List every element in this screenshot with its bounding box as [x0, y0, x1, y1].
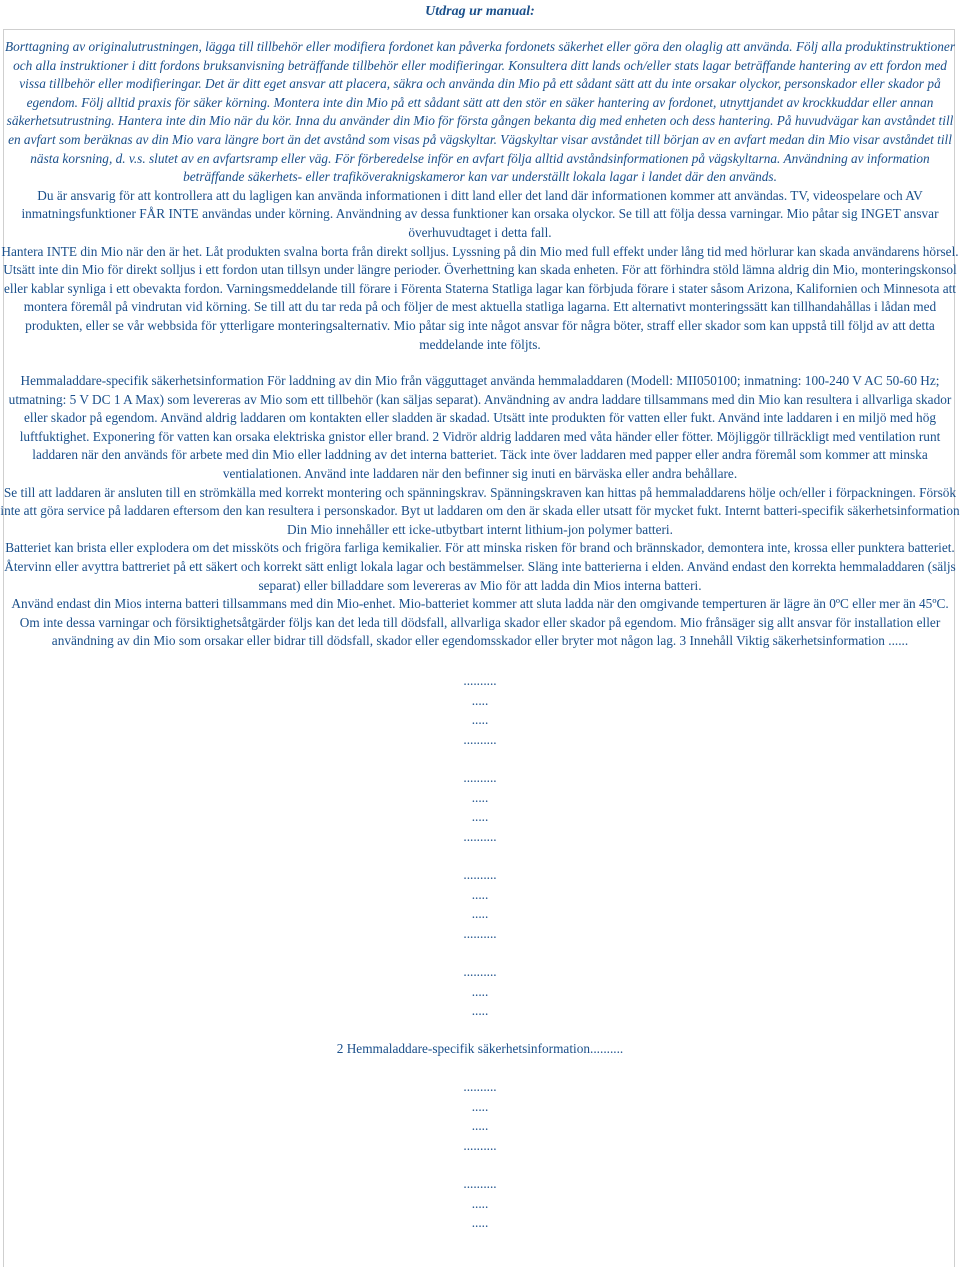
toc-dots: .....	[471, 983, 489, 999]
toc-dots: .....	[471, 712, 489, 727]
toc-dots: .....	[471, 809, 489, 824]
toc-dots-group	[0, 768, 960, 846]
paragraph-charger-connection: Se till att laddaren är ansluten till en strömkälla med korrekt montering och spänningskrav. Spänningskraven kan hittas på hemmaladdarens hölje och/eller i förpackningen. Försök inte att göra service på laddaren eftersom den kan resultera i personskador. Byt ut laddaren om den är skada eller utsatt för mycket fukt. Internt batteri-specifik säkerhetsinformation Din Mio innehåller ett icke-utbytbart internt lithium-jon polymer batteri.	[0, 484, 960, 537]
toc-dots: .....	[471, 906, 489, 921]
toc-dots-group	[0, 671, 960, 749]
toc-dots-group	[0, 1077, 960, 1155]
manual-excerpt	[0, 38, 960, 1252]
paragraph-charger-safety: Hemmaladdare-specifik säkerhetsinformation För laddning av din Mio från vägguttaget använda hemmaladdaren (Modell: MII050100; inmatning: 100-240 V AC 50-60 Hz; utmatning: 5 V DC 1 A Max) som levereras av Mio som ett tillbehör (kan säljas separat). Användning av andra laddare tillsammans med din Mio kan resultera i allvarliga skador eller skador på egendom. Använd aldrig laddaren om kontakten eller sladden är skadad. Utsätt inte produkten för vatten eller fukt. Använd inte laddaren i en miljö med hög luftfuktighet. Exponering för vatten kan orsaka elektriska gnistor eller brand. 2 Vidrör aldrig laddaren med våta händer eller fötter. Möjliggör tillräckligt med ventilation runt laddaren när den används för arbete med din Mio eller laddning av det interna batteriet. Täck inte över laddaren med papper eller andra föremål som kommer att minska ventialationen. Använd inte laddaren när den befinner sig inuti en bärväska eller andra behållare.	[8, 373, 952, 482]
toc-dots-group	[0, 962, 960, 1021]
toc-dots: ..........	[463, 731, 497, 747]
toc-dots: ..........	[463, 770, 497, 785]
table-of-contents	[0, 671, 960, 1233]
toc-dots: .....	[471, 886, 489, 902]
toc-entry-charger-safety: 2 Hemmaladdare-specifik säkerhetsinformation..........	[336, 1040, 624, 1056]
toc-dots: ..........	[463, 1137, 497, 1153]
toc-dots: .....	[471, 789, 489, 805]
toc-dots: .....	[471, 1118, 489, 1134]
toc-dots: ..........	[463, 828, 497, 844]
toc-dots: .....	[471, 1003, 489, 1018]
paragraph-safety-intro: Borttagning av originalutrustningen, lägga till tillbehör eller modifiera fordonet kan påverka fordonets säkerhet eller göra den olaglig att använda. Följ alla produktinstruktioner och alla instruktioner i ditt fordons bruksanvisning beträffande tillbehör eller modifieringar. Konsultera ditt lands och/eller stats lagar beträffande hantering av ett fordon med vissa tillbehör eller modifieringar. Det är ditt eget ansvar att placera, säkra och använda din Mio på ett sådant sätt att du inte orsakar olyckor, personskador eller skador på egendom. Följ alltid praxis för säker körning. Montera inte din Mio på ett sådant sätt att den stör en säker hantering av fordonet, utnyttjandet av krockkuddar eller annan säkerhetsutrustning. Hantera inte din Mio när du kör. Inna du använder din Mio för första gången bekanta dig med enheten och dess hantering. På huvudvägar kan avståndet till en avfart som beräknas av din Mio vara längre bort än det avstånd som visas på vägskyltar. Vägskyltar visar avståndet till början av en avfart medan din Mio visar avståndet till nästa korsning, d. v.s. slutet av en avfartsramp eller väg. För förberedelse inför en avfart följa alltid avståndsinformationen på vägskyltarna. Användning av information beträffande säkerhets- eller trafiköveraknigskameror kan var underställt lokala lagar i landet där den används.	[4, 39, 956, 185]
toc-dots: ..........	[463, 1079, 497, 1095]
toc-dots: ..........	[463, 673, 497, 688]
toc-dots: .....	[471, 692, 489, 708]
paragraph-legal-use: Du är ansvarig för att kontrollera att du lagligen kan använda informationen i ditt land eller det land där informationen kommer att användas. TV, videospelare och AV inmatningsfunktioner FÅR INTE användas under körning. Användning av dessa funktioner kan orsaka olyckor. Se till att följa dessa varningar. Mio påtar sig INGET ansvar överhuvudtaget i detta fall.	[21, 187, 939, 240]
paragraph-battery-use: Använd endast din Mios interna batteri tillsammans med din Mio-enhet. Mio-batteriet kommer att sluta ladda när den omgivande temperturen är lägre än 0ºC eller mer än 45ºC. Om inte dessa varningar och försiktighetsåtgärder följs kan det leda till dödsfall, allvarliga skador eller skador på egendom. Mio frånsäger sig allt ansvar för installation eller användning av din Mio som orsakar eller bidrar till dödsfall, skador eller egendomsskador eller bryter mot någon lag. 3 Innehåll Viktig säkerhetsinformation ......	[11, 596, 949, 649]
toc-dots-group	[0, 865, 960, 943]
toc-dots: .....	[471, 1098, 489, 1114]
toc-dots: ..........	[463, 867, 497, 882]
toc-dots-group	[0, 1174, 960, 1233]
toc-dots: .....	[471, 1215, 489, 1231]
page-title: Utdrag ur manual:	[425, 4, 535, 19]
toc-dots: ..........	[463, 1176, 497, 1192]
paragraph-heat-mounting: Hantera INTE din Mio när den är het. Låt produkten svalna borta från direkt solljus. Lyssning på din Mio med full effekt under lång tid med hörlurar kan skada användarens hörsel. Utsätt inte din Mio för direkt solljus i ett fordon utan tillsyn under längre perioder. Överhettning kan skada enheten. För att förhindra stöld lämna aldrig din Mio, monteringskonsol eller kablar synliga i ett obevakta fordon. Varningsmeddelande till förare i Förenta Staterna Statliga lagar kan förbjuda förare i stater såsom Arizona, Kalifornien och Minnesota att montera föremål på vindrutan vid körning. Se till att du tar reda på och följer de mest aktuella statliga lagarna. Ett alternativt monteringssätt kan tillhandahållas i lådan med produkten, eller se vår webbsida för ytterligare monteringsalternativ. Mio påtar sig inte något ansvar för några böter, straff eller skador som kan uppstå till följd av att detta meddelande inte följts.	[1, 243, 959, 352]
paragraph-battery-disposal: Batteriet kan brista eller explodera om det missköts och frigöra farliga kemikalier. För att minska risken för brand och brännskador, demontera inte, krossa eller punktera batteriet. Återvinn eller avyttra battreriet på ett säkert och korrekt sätt enligt lokala lagar och bestämmelser. Släng inte batterierna i elden. Använd endast den korrekta hemmaladdaren (säljs separat) eller billaddare som levereras av Mio för att ladda din Mios interna batteri.	[4, 540, 956, 593]
toc-dots: .....	[471, 1195, 489, 1211]
toc-dots: ..........	[463, 964, 497, 979]
toc-dots: ..........	[463, 925, 497, 941]
